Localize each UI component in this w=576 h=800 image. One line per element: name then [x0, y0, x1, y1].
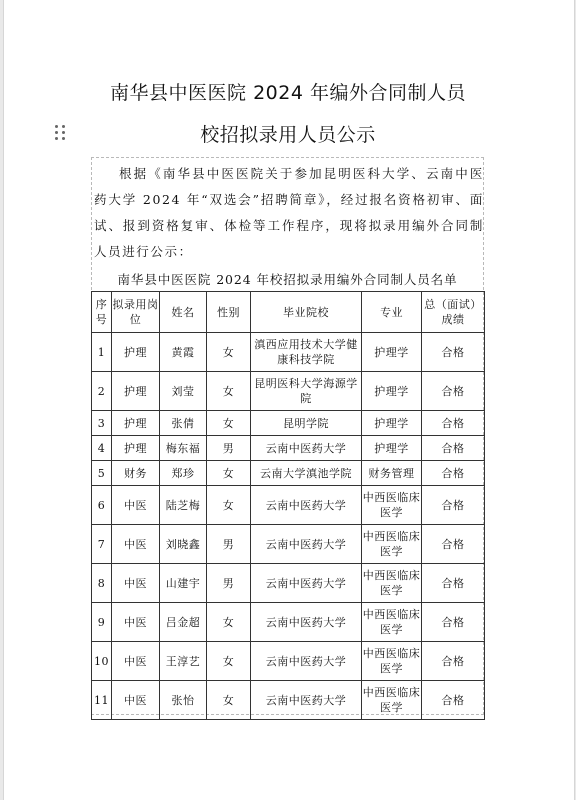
header-score: 总（面试）成绩 [422, 292, 485, 333]
cell-post: 中医 [112, 642, 160, 681]
cell-major: 中西医临床医学 [362, 681, 422, 720]
cell-no: 4 [92, 436, 112, 461]
cell-post: 护理 [112, 372, 160, 411]
cell-score: 合格 [422, 564, 485, 603]
cell-major: 中西医临床医学 [362, 642, 422, 681]
cell-gender: 女 [207, 333, 251, 372]
table-header-row [92, 292, 485, 333]
cell-name: 郑珍 [160, 461, 207, 486]
cell-major: 护理学 [362, 372, 422, 411]
cell-major: 中西医临床医学 [362, 486, 422, 525]
cell-no: 1 [92, 333, 112, 372]
cell-name: 陆芝梅 [160, 486, 207, 525]
cell-no: 11 [92, 681, 112, 720]
table-row [92, 525, 485, 564]
cell-no: 8 [92, 564, 112, 603]
cell-school: 云南中医药大学 [251, 486, 362, 525]
cell-school: 云南中医药大学 [251, 681, 362, 720]
cell-no: 9 [92, 603, 112, 642]
table-row [92, 603, 485, 642]
cell-major: 财务管理 [362, 461, 422, 486]
cell-major: 护理学 [362, 436, 422, 461]
cell-score: 合格 [422, 681, 485, 720]
cell-gender: 女 [207, 603, 251, 642]
roster-table [91, 291, 485, 720]
table-row [92, 436, 485, 461]
table-row [92, 681, 485, 720]
cell-no: 2 [92, 372, 112, 411]
table-row [92, 333, 485, 372]
cell-name: 刘晓鑫 [160, 525, 207, 564]
header-major: 专业 [362, 292, 422, 333]
cell-name: 张倩 [160, 411, 207, 436]
cell-no: 10 [92, 642, 112, 681]
cell-gender: 男 [207, 436, 251, 461]
cell-score: 合格 [422, 411, 485, 436]
cell-school: 云南中医药大学 [251, 564, 362, 603]
cell-no: 3 [92, 411, 112, 436]
cell-gender: 女 [207, 681, 251, 720]
cell-score: 合格 [422, 436, 485, 461]
cell-name: 梅东福 [160, 436, 207, 461]
cell-gender: 女 [207, 411, 251, 436]
cell-school: 云南中医药大学 [251, 436, 362, 461]
cell-name: 黄霞 [160, 333, 207, 372]
cell-school: 云南中医药大学 [251, 603, 362, 642]
cell-no: 6 [92, 486, 112, 525]
table-row [92, 461, 485, 486]
cell-school: 滇西应用技术大学健康科技学院 [251, 333, 362, 372]
table-row [92, 411, 485, 436]
table-title: 南华县中医医院 2024 年校招拟录用编外合同制人员名单 [117, 272, 458, 287]
cell-post: 中医 [112, 525, 160, 564]
cell-post: 中医 [112, 603, 160, 642]
cell-major: 中西医临床医学 [362, 525, 422, 564]
cell-school: 昆明医科大学海源学院 [251, 372, 362, 411]
document-title-line1: 南华县中医医院 2024 年编外合同制人员 [110, 82, 466, 104]
cell-school: 云南中医药大学 [251, 525, 362, 564]
cell-gender: 女 [207, 372, 251, 411]
header-post: 拟录用岗位 [112, 292, 160, 333]
cell-name: 山建宇 [160, 564, 207, 603]
header-no: 序号 [92, 292, 112, 333]
cell-major: 护理学 [362, 411, 422, 436]
cell-name: 刘莹 [160, 372, 207, 411]
cell-post: 中医 [112, 486, 160, 525]
document-title-line2: 校招拟录用人员公示 [200, 124, 376, 146]
cell-major: 中西医临床医学 [362, 564, 422, 603]
cell-post: 中医 [112, 681, 160, 720]
cell-score: 合格 [422, 333, 485, 372]
cell-score: 合格 [422, 461, 485, 486]
table-row [92, 564, 485, 603]
cell-school: 云南中医药大学 [251, 642, 362, 681]
table-row [92, 486, 485, 525]
cell-score: 合格 [422, 486, 485, 525]
cell-post: 财务 [112, 461, 160, 486]
header-school: 毕业院校 [251, 292, 362, 333]
cell-major: 中西医临床医学 [362, 603, 422, 642]
cell-gender: 女 [207, 642, 251, 681]
cell-name: 王淳艺 [160, 642, 207, 681]
header-gender: 性别 [207, 292, 251, 333]
cell-no: 7 [92, 525, 112, 564]
cell-post: 中医 [112, 564, 160, 603]
table-row [92, 372, 485, 411]
cell-post: 护理 [112, 333, 160, 372]
announcement-paragraph: 根据《南华县中医医院关于参加昆明医科大学、云南中医药大学 2024 年“双选会”招聘简章》，经过报名资格初审、面试、报到资格复审、体检等工作程序，现将拟录用编外合同制人员进行公示： [94, 166, 484, 259]
cell-gender: 男 [207, 564, 251, 603]
cell-gender: 女 [207, 486, 251, 525]
cell-score: 合格 [422, 603, 485, 642]
cell-score: 合格 [422, 372, 485, 411]
header-name: 姓名 [160, 292, 207, 333]
cell-score: 合格 [422, 525, 485, 564]
cell-post: 护理 [112, 411, 160, 436]
cell-no: 5 [92, 461, 112, 486]
cell-major: 护理学 [362, 333, 422, 372]
table-row [92, 642, 485, 681]
cell-name: 张怡 [160, 681, 207, 720]
cell-score: 合格 [422, 642, 485, 681]
cell-school: 昆明学院 [251, 411, 362, 436]
cell-gender: 女 [207, 461, 251, 486]
cell-gender: 男 [207, 525, 251, 564]
cell-school: 云南大学滇池学院 [251, 461, 362, 486]
cell-name: 吕金超 [160, 603, 207, 642]
cell-post: 护理 [112, 436, 160, 461]
